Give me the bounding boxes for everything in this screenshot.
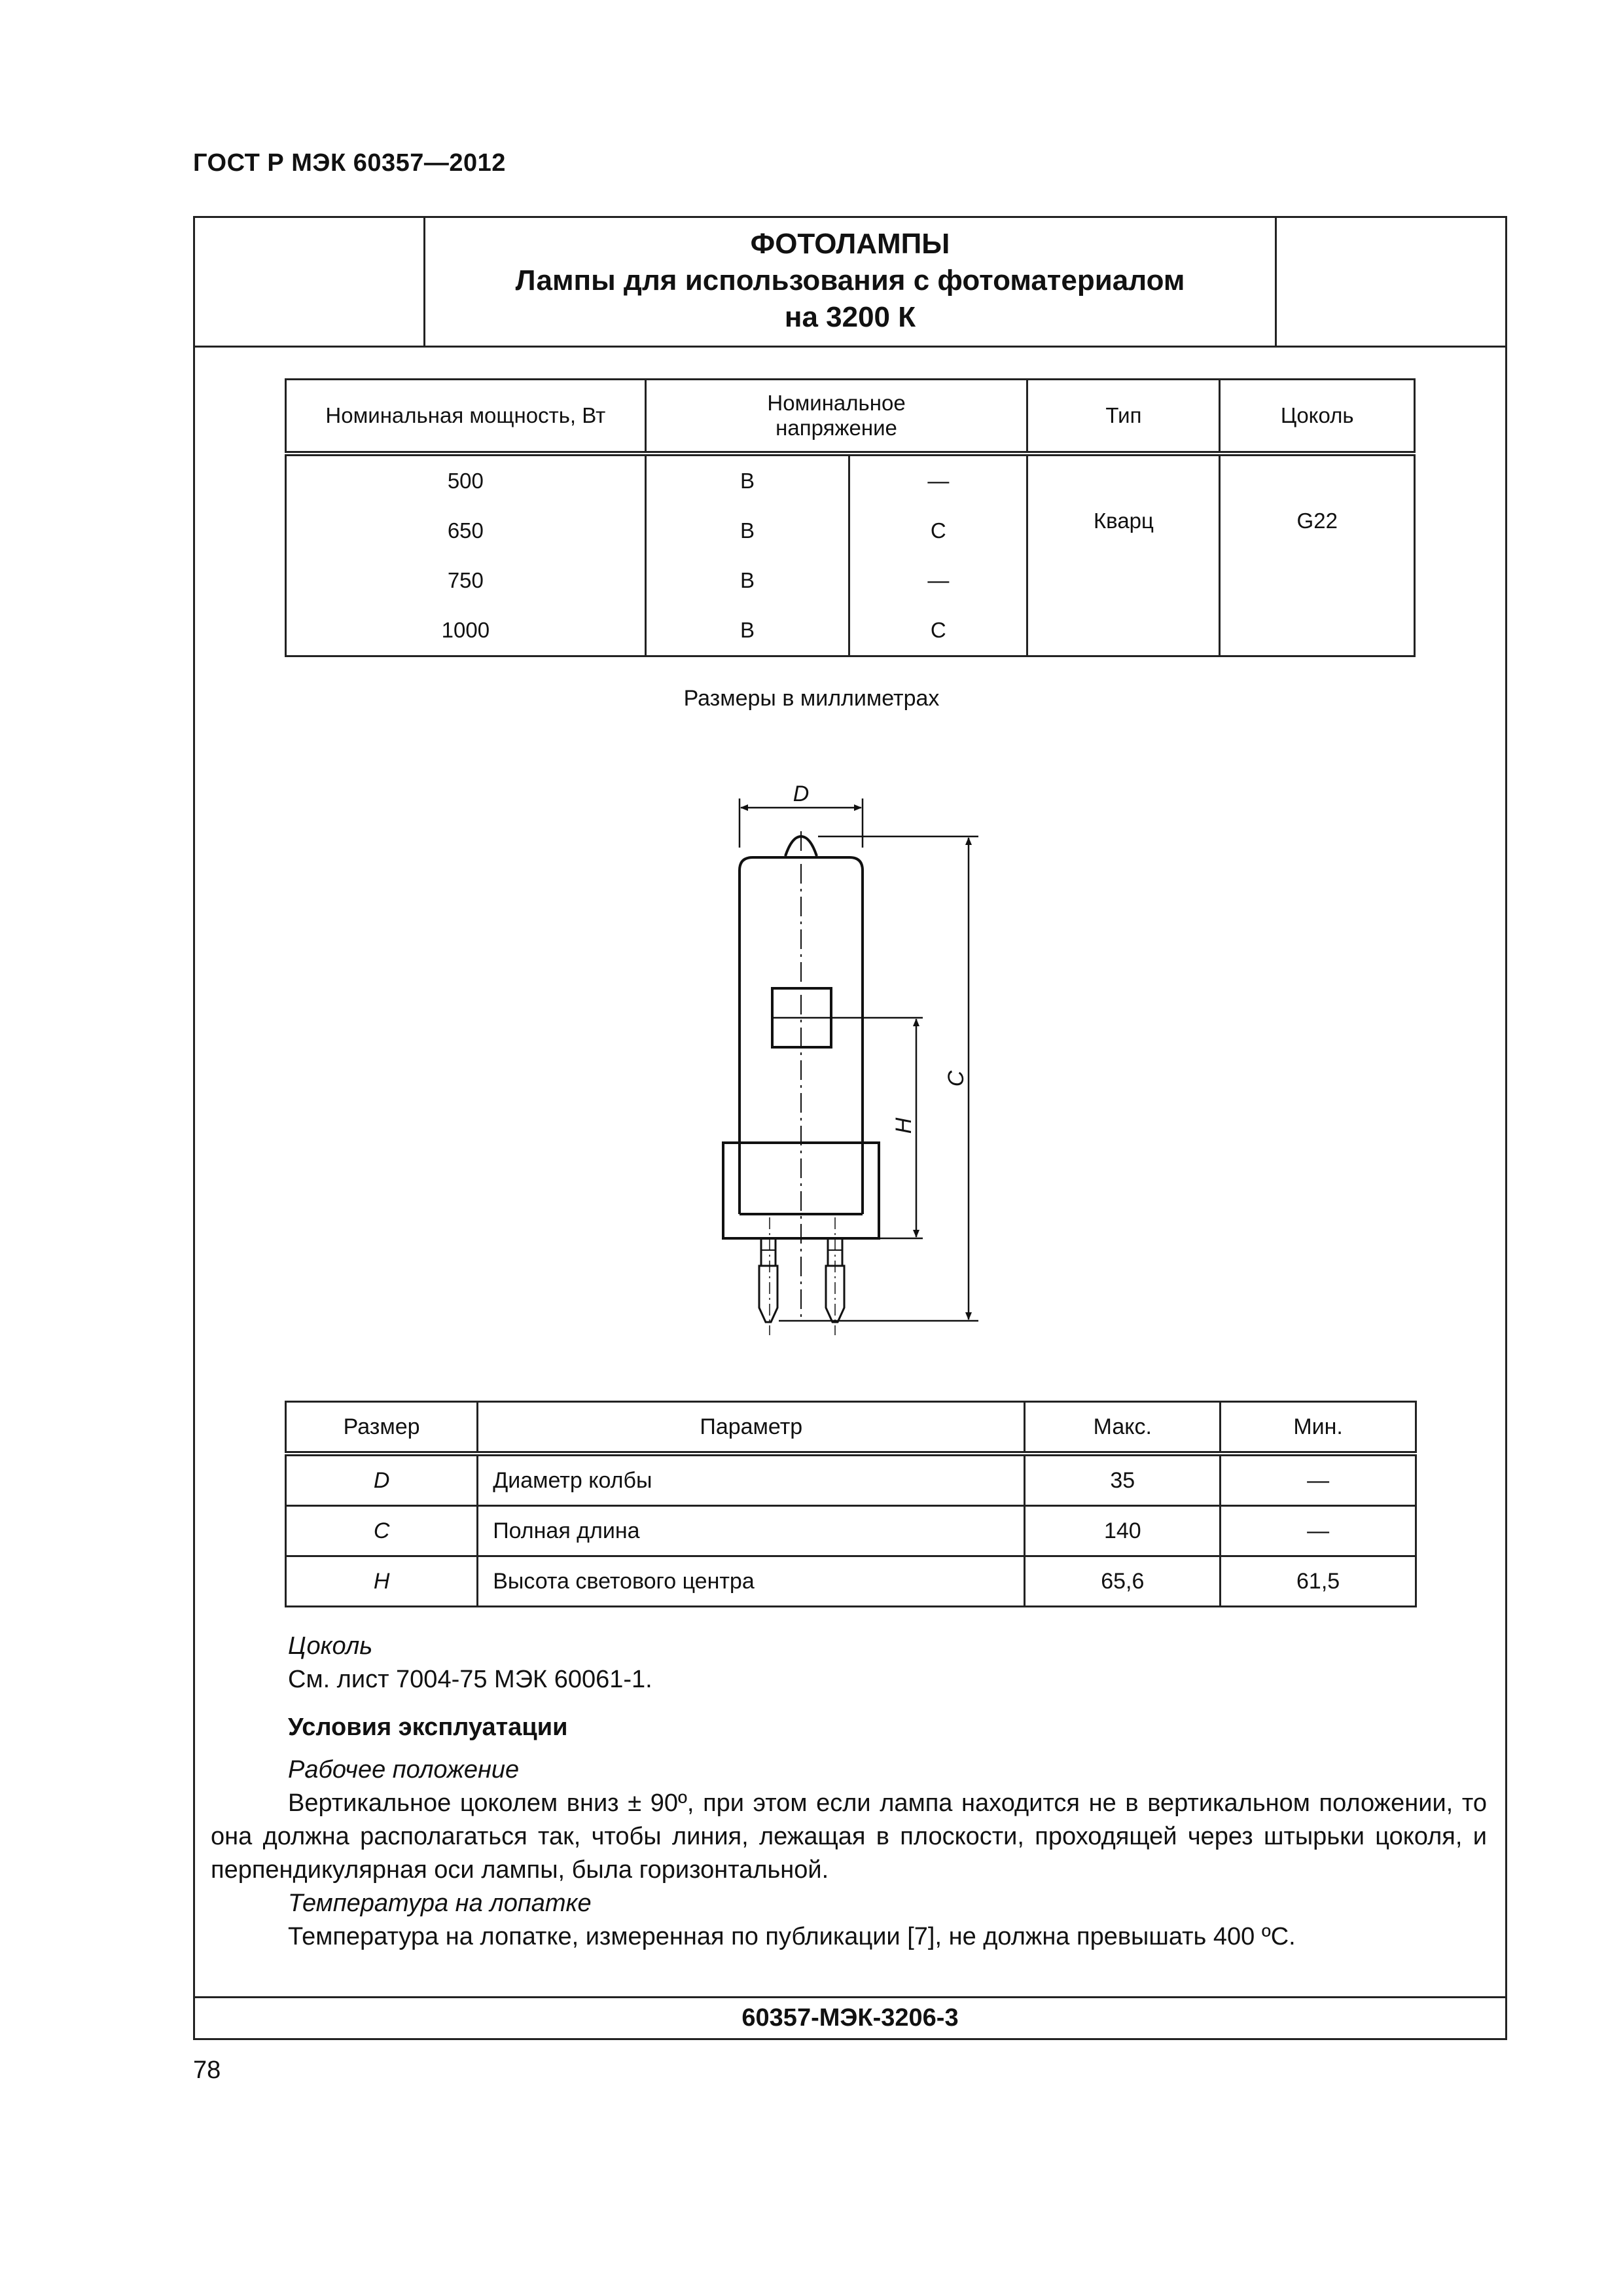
position-text: Вертикальное цоколем вниз ± 90º, при этом если лампа находится не в вертикальном положении, то она должна располагаться так, чтобы линия, лежащая в плоскости, проходящей через штырьки цоколя, и перпендикулярная оси лампы, была горизонтальной. xyxy=(211,1789,1487,1884)
voltage-cell: — xyxy=(849,454,1027,506)
power-cell: 500 xyxy=(286,454,646,506)
max-cell: 140 xyxy=(1025,1506,1221,1556)
base-text: См. лист 7004-75 МЭК 60061-1. xyxy=(288,1666,652,1693)
label-d: D xyxy=(793,781,810,806)
header-base: Цоколь xyxy=(1220,380,1415,454)
title-row xyxy=(195,218,1505,348)
title-line-1: ФОТОЛАМПЫ xyxy=(750,228,950,260)
page-number: 78 xyxy=(193,2056,221,2084)
title-left-cell xyxy=(195,218,425,346)
header-parameter: Параметр xyxy=(478,1402,1025,1454)
voltage-cell: В xyxy=(645,454,849,506)
standard-header: ГОСТ Р МЭК 60357—2012 xyxy=(193,149,506,177)
table-row xyxy=(286,1506,1416,1556)
base-heading: Цоколь xyxy=(288,1632,373,1660)
size-cell: C xyxy=(286,1506,478,1556)
title-line-2: Лампы для использования с фотоматериалом xyxy=(515,264,1185,296)
max-cell: 65,6 xyxy=(1025,1556,1221,1607)
min-cell: — xyxy=(1221,1506,1416,1556)
dimensions-caption: Размеры в миллиметрах xyxy=(683,686,940,711)
lamp-drawing xyxy=(687,733,1054,1355)
header-type: Тип xyxy=(1027,380,1220,454)
position-heading: Рабочее положение xyxy=(288,1756,520,1784)
header-voltage: Номинальное напряжение xyxy=(645,380,1027,454)
lamps-table xyxy=(285,378,1416,657)
header-max: Макс. xyxy=(1025,1402,1221,1454)
voltage-cell: В xyxy=(645,506,849,556)
table-row xyxy=(286,1454,1416,1506)
conditions-heading: Условия эксплуатации xyxy=(288,1713,568,1741)
voltage-cell: В xyxy=(645,605,849,656)
parameter-cell: Высота светового центра xyxy=(478,1556,1025,1607)
title-line-3: на 3200 К xyxy=(784,301,916,333)
label-c: C xyxy=(944,1070,969,1087)
title-right-cell xyxy=(1275,218,1505,346)
label-h: H xyxy=(891,1117,916,1134)
header-power: Номинальная мощность, Вт xyxy=(286,380,646,454)
table-row xyxy=(286,454,1415,506)
size-cell: D xyxy=(286,1454,478,1506)
min-cell: — xyxy=(1221,1454,1416,1506)
min-cell: 61,5 xyxy=(1221,1556,1416,1607)
title-block xyxy=(425,218,1275,346)
type-cell: Кварц xyxy=(1027,454,1220,656)
base-cell: G22 xyxy=(1220,454,1415,656)
max-cell: 35 xyxy=(1025,1454,1221,1506)
table-row xyxy=(286,1556,1416,1607)
voltage-cell: С xyxy=(849,605,1027,656)
size-cell: H xyxy=(286,1556,478,1607)
parameter-cell: Полная длина xyxy=(478,1506,1025,1556)
temperature-heading: Температура на лопатке xyxy=(288,1890,592,1917)
power-cell: 1000 xyxy=(286,605,646,656)
temperature-text: Температура на лопатке, измеренная по публикации [7], не должна превышать 400 ºС. xyxy=(288,1923,1296,1950)
sheet-code: 60357-МЭК-3206-3 xyxy=(195,1996,1505,2038)
text-block xyxy=(211,1630,1487,1954)
dimensions-table xyxy=(285,1401,1417,1607)
header-size: Размер xyxy=(286,1402,478,1454)
power-cell: 650 xyxy=(286,506,646,556)
voltage-cell: — xyxy=(849,556,1027,605)
header-min: Мин. xyxy=(1221,1402,1416,1454)
power-cell: 750 xyxy=(286,556,646,605)
parameter-cell: Диаметр колбы xyxy=(478,1454,1025,1506)
voltage-cell: С xyxy=(849,506,1027,556)
voltage-cell: В xyxy=(645,556,849,605)
